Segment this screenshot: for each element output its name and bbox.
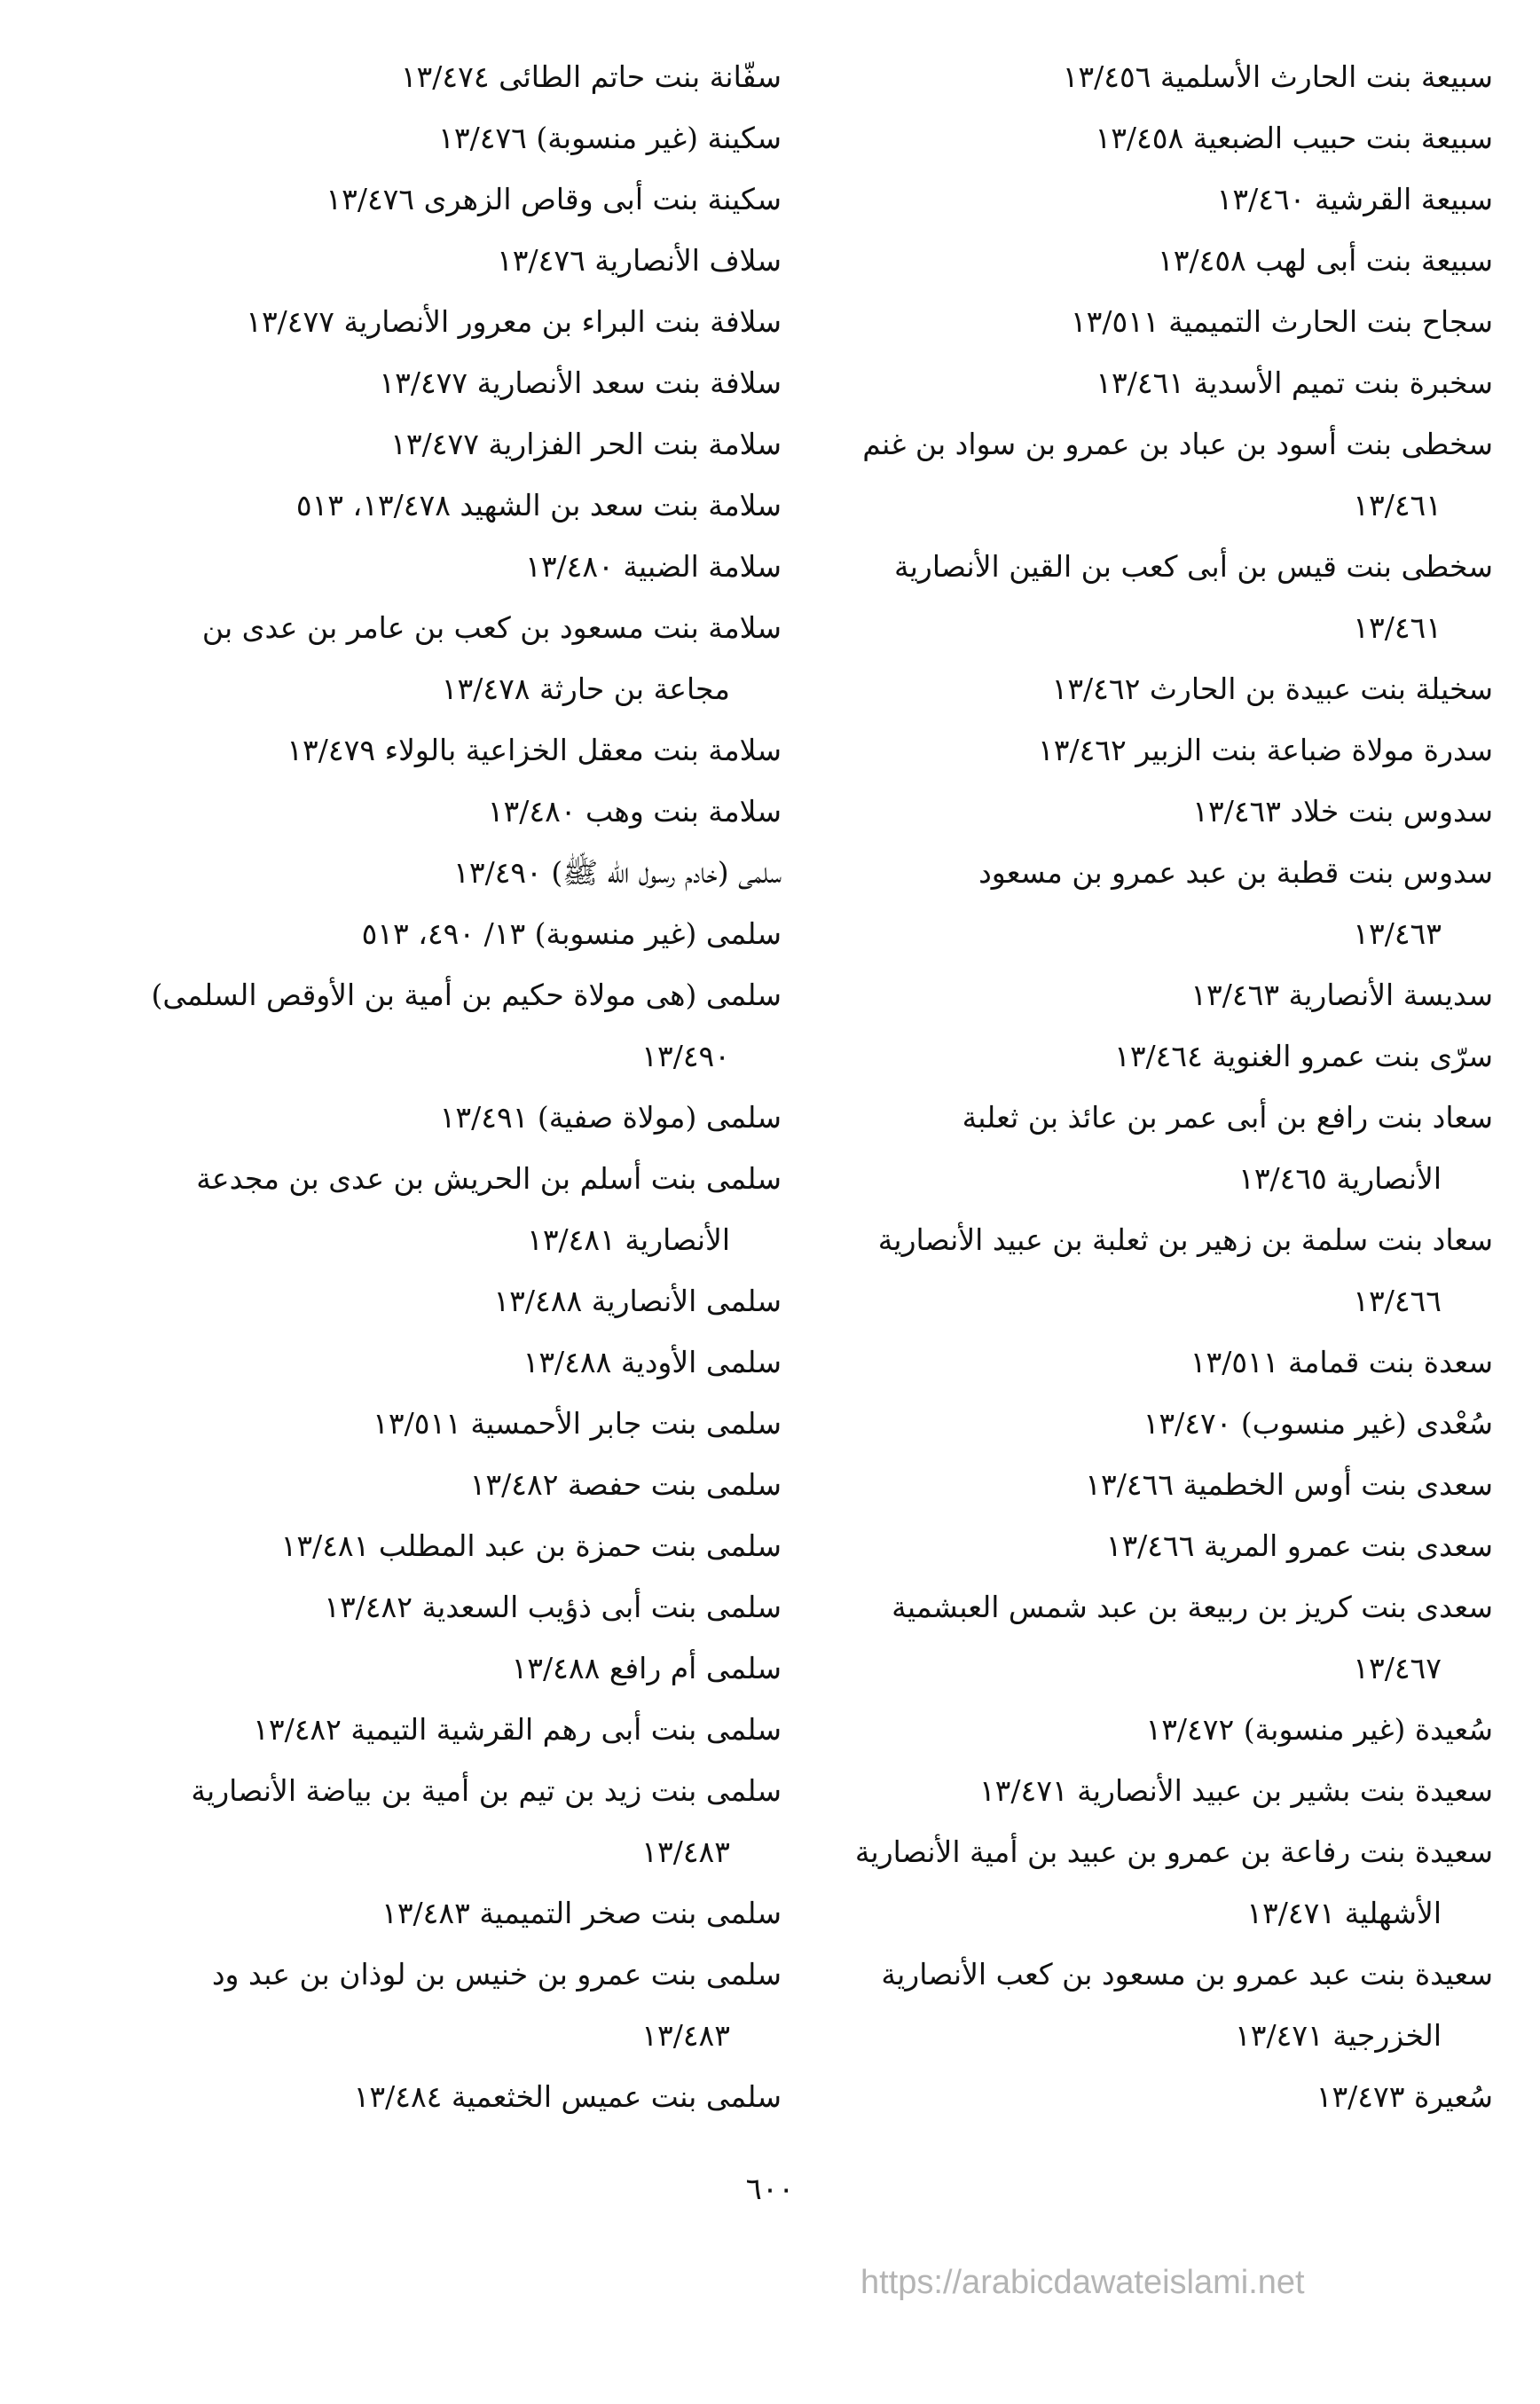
entry-text: سعدى بنت أوس الخطمية ١٣/٤٦٦ bbox=[1085, 1467, 1493, 1502]
index-entry bbox=[810, 1515, 1493, 1576]
entry-text: سعيدة بنت بشير بن عبيد الأنصارية ١٣/٤٧١ bbox=[978, 1773, 1493, 1808]
index-entry bbox=[169, 169, 782, 230]
entry-continuation: الأشهلية ١٣/٤٧١ bbox=[1246, 1896, 1442, 1930]
entry-text: سلامة بنت الحر الفزارية ١٣/٤٧٧ bbox=[390, 427, 782, 461]
index-entry bbox=[169, 230, 782, 291]
entry-text: سلمى بنت زيد بن تيم بن أمية بن بياضة الأنصارية bbox=[191, 1773, 782, 1808]
index-entry bbox=[810, 1025, 1493, 1087]
index-entry bbox=[169, 475, 782, 536]
index-entry bbox=[169, 781, 782, 842]
entry-continuation: الخزرجية ١٣/٤٧١ bbox=[1235, 2018, 1442, 2053]
index-entry bbox=[810, 781, 1493, 842]
entry-text: سلمى (مولاة صفية) ١٣/٤٩١ bbox=[439, 1100, 782, 1135]
index-entry bbox=[151, 964, 782, 1087]
entry-text: سدوس بنت قطبة بن عبد عمرو بن مسعود bbox=[978, 855, 1493, 890]
entry-text: سلمى بنت أبى رهم القرشية التيمية ١٣/٤٨٢ bbox=[253, 1712, 782, 1747]
index-entry bbox=[810, 1332, 1493, 1393]
index-entry bbox=[810, 1576, 1493, 1699]
entry-text: سلمى بنت أبى ذؤيب السعدية ١٣/٤٨٢ bbox=[324, 1590, 782, 1624]
index-entry bbox=[169, 903, 782, 964]
entry-text: سجاح بنت الحارث التميمية ١٣/٥١١ bbox=[1070, 304, 1493, 339]
entry-text: سلامة بنت مسعود بن كعب بن عامر بن عدى بن bbox=[201, 610, 782, 645]
watermark-url: https://arabicdawateislami.net bbox=[860, 2264, 1305, 2301]
index-entry bbox=[810, 107, 1493, 169]
entry-text: سلامة بنت معقل الخزاعية بالولاء ١٣/٤٧٩ bbox=[287, 733, 782, 767]
index-entry bbox=[810, 352, 1493, 413]
entry-text: سعدى بنت كريز بن ربيعة بن عبد شمس العبشمية bbox=[892, 1590, 1493, 1624]
entry-text: سبيعة بنت أبى لهب ١٣/٤٥٨ bbox=[1158, 243, 1493, 278]
entry-text: سعاد بنت رافع بن أبى عمر بن عائذ بن ثعلبة bbox=[962, 1100, 1493, 1135]
index-entry bbox=[810, 719, 1493, 781]
index-entry bbox=[810, 413, 1493, 536]
entry-text: سلمى بنت أسلم بن الحريش بن عدى بن مجدعة bbox=[196, 1161, 782, 1196]
entry-text: سعيدة بنت عبد عمرو بن مسعود بن كعب الأنصارية bbox=[881, 1957, 1493, 1992]
index-entry bbox=[169, 1270, 782, 1332]
entry-text: سعدة بنت قمامة ١٣/٥١١ bbox=[1190, 1345, 1493, 1379]
entry-continuation: ١٣/٤٨٣ bbox=[641, 2018, 730, 2053]
index-entry bbox=[169, 107, 782, 169]
entry-text: سلمى بنت صخر التميمية ١٣/٤٨٣ bbox=[381, 1896, 782, 1930]
index-entry bbox=[810, 46, 1493, 107]
entry-text: سلامة بنت وهب ١٣/٤٨٠ bbox=[487, 794, 782, 829]
entry-text: سلامة بنت سعد بن الشهيد ١٣/٤٧٨، ٥١٣ bbox=[295, 488, 782, 522]
entry-text: سلمى (هى مولاة حكيم بن أمية بن الأوقص السلمى) bbox=[151, 978, 782, 1012]
entry-text: سكينة (غير منسوبة) ١٣/٤٧٦ bbox=[438, 121, 782, 155]
index-entry bbox=[169, 46, 782, 107]
index-entry bbox=[169, 842, 782, 903]
entry-text: سلمى الأودية ١٣/٤٨٨ bbox=[522, 1345, 782, 1379]
entry-text: سلمى بنت جابر الأحمسية ١٣/٥١١ bbox=[373, 1406, 782, 1441]
index-entry bbox=[810, 230, 1493, 291]
index-entry bbox=[810, 658, 1493, 719]
index-entry bbox=[810, 1699, 1493, 1760]
index-entry bbox=[169, 1760, 782, 1882]
entry-text: سلامة الضبية ١٣/٤٨٠ bbox=[525, 549, 782, 584]
entry-text: سدوس بنت خلاد ١٣/٤٦٣ bbox=[1192, 794, 1493, 829]
index-entry bbox=[169, 1944, 782, 2066]
entry-continuation: ١٣/٤٩٠ bbox=[641, 1039, 730, 1073]
index-entry bbox=[810, 291, 1493, 352]
entry-text: سُعْدى (غير منسوب) ١٣/٤٧٠ bbox=[1143, 1406, 1493, 1441]
entry-text: سخطى بنت قيس بن أبى كعب بن القين الأنصارية bbox=[894, 549, 1493, 584]
index-column-left bbox=[151, 46, 782, 2127]
entry-text: سخطى بنت أسود بن عباد بن عمرو بن سواد بن غنم bbox=[862, 427, 1493, 461]
entry-text: سلمى بنت حفصة ١٣/٤٨٢ bbox=[469, 1467, 782, 1502]
index-column-right bbox=[810, 46, 1493, 2127]
entry-text: سدرة مولاة ضباعة بنت الزبير ١٣/٤٦٢ bbox=[1038, 733, 1493, 767]
index-entry bbox=[169, 352, 782, 413]
entry-text: سلمى بنت حمزة بن عبد المطلب ١٣/٤٨١ bbox=[280, 1528, 782, 1563]
entry-text: سلمى بنت عميس الخثعمية ١٣/٤٨٤ bbox=[353, 2079, 782, 2114]
entry-text: سُعيدة (غير منسوبة) ١٣/٤٧٢ bbox=[1145, 1712, 1493, 1747]
entry-text: سلمى أم رافع ١٣/٤٨٨ bbox=[511, 1651, 782, 1685]
index-entry bbox=[169, 413, 782, 475]
entry-continuation: ١٣/٤٦٣ bbox=[1353, 916, 1442, 951]
entry-text: سرّى بنت عمرو الغنوية ١٣/٤٦٤ bbox=[1114, 1039, 1493, 1073]
entry-text: سخيلة بنت عبيدة بن الحارث ١٣/٤٦٢ bbox=[1051, 672, 1493, 706]
index-entry bbox=[810, 1087, 1493, 1209]
index-entry bbox=[810, 1454, 1493, 1515]
entry-continuation: مجاعة بن حارثة ١٣/٤٧٨ bbox=[441, 672, 730, 706]
entry-text: سعيدة بنت رفاعة بن عمرو بن عبيد بن أمية الأنصارية bbox=[854, 1834, 1493, 1869]
entry-text: سخبرة بنت تميم الأسدية ١٣/٤٦١ bbox=[1096, 365, 1493, 400]
entry-continuation: ١٣/٤٦١ bbox=[1353, 488, 1442, 522]
entry-continuation: ١٣/٤٦٦ bbox=[1353, 1284, 1442, 1318]
entry-text: سلمى الأنصارية ١٣/٤٨٨ bbox=[493, 1284, 782, 1318]
entry-text: سلافة بنت سعد الأنصارية ١٣/٤٧٧ bbox=[379, 365, 782, 400]
entry-text: سلمى بنت عمرو بن خنيس بن لوذان بن عبد ود bbox=[211, 1957, 782, 1992]
index-entry bbox=[169, 1393, 782, 1454]
index-entry bbox=[810, 964, 1493, 1025]
entry-text: سلمى (خادم رسول الله ﷺ) ١٣/٤٩٠ bbox=[453, 855, 782, 890]
page-number: ٦٠٠ bbox=[745, 2172, 795, 2207]
index-entry bbox=[169, 536, 782, 597]
index-entry bbox=[810, 536, 1493, 658]
index-entry bbox=[169, 1699, 782, 1760]
entry-text: سكينة بنت أبى وقاص الزهرى ١٣/٤٧٦ bbox=[326, 182, 782, 216]
entry-continuation: ١٣/٤٦٧ bbox=[1353, 1651, 1442, 1685]
entry-text: سبيعة بنت حبيب الضبعية ١٣/٤٥٨ bbox=[1095, 121, 1493, 155]
index-entry bbox=[169, 1332, 782, 1393]
index-entry bbox=[810, 1393, 1493, 1454]
index-entry bbox=[169, 1576, 782, 1638]
index-entry bbox=[169, 2066, 782, 2127]
entry-text: سلافة بنت البراء بن معرور الأنصارية ١٣/٤٧٧ bbox=[246, 304, 782, 339]
index-entry bbox=[810, 2066, 1493, 2127]
index-entry bbox=[169, 1638, 782, 1699]
index-entry bbox=[169, 1454, 782, 1515]
entry-continuation: ١٣/٤٦١ bbox=[1353, 610, 1442, 645]
index-entry bbox=[169, 1087, 782, 1148]
entry-text: سعدى بنت عمرو المرية ١٣/٤٦٦ bbox=[1105, 1528, 1493, 1563]
index-entry bbox=[810, 842, 1493, 964]
index-entry bbox=[169, 1148, 782, 1270]
entry-text: سبيعة القرشية ١٣/٤٦٠ bbox=[1216, 182, 1493, 216]
index-entry bbox=[169, 291, 782, 352]
index-entry bbox=[810, 1760, 1493, 1821]
entry-text: سديسة الأنصارية ١٣/٤٦٣ bbox=[1190, 978, 1493, 1012]
entry-text: سعاد بنت سلمة بن زهير بن ثعلبة بن عبيد الأنصارية bbox=[877, 1222, 1493, 1257]
entry-text: سُعيرة ١٣/٤٧٣ bbox=[1316, 2079, 1493, 2114]
index-entry bbox=[810, 1821, 1493, 1944]
entry-text: سلمى (غير منسوبة) ١٣/ ٤٩٠، ٥١٣ bbox=[361, 916, 782, 951]
index-entry bbox=[810, 169, 1493, 230]
entry-continuation: الأنصارية ١٣/٤٦٥ bbox=[1238, 1161, 1442, 1196]
index-entry bbox=[810, 1209, 1493, 1332]
entry-continuation: ١٣/٤٨٣ bbox=[641, 1834, 730, 1869]
entry-text: سلاف الأنصارية ١٣/٤٧٦ bbox=[497, 243, 782, 278]
index-entry bbox=[169, 1882, 782, 1944]
index-entry bbox=[169, 597, 782, 719]
entry-text: سبيعة بنت الحارث الأسلمية ١٣/٤٥٦ bbox=[1062, 59, 1493, 94]
entry-continuation: الأنصارية ١٣/٤٨١ bbox=[527, 1222, 730, 1257]
index-entry bbox=[810, 1944, 1493, 2066]
entry-text: سفّانة بنت حاتم الطائى ١٣/٤٧٤ bbox=[400, 59, 782, 94]
index-entry bbox=[169, 1515, 782, 1576]
index-entry bbox=[169, 719, 782, 781]
